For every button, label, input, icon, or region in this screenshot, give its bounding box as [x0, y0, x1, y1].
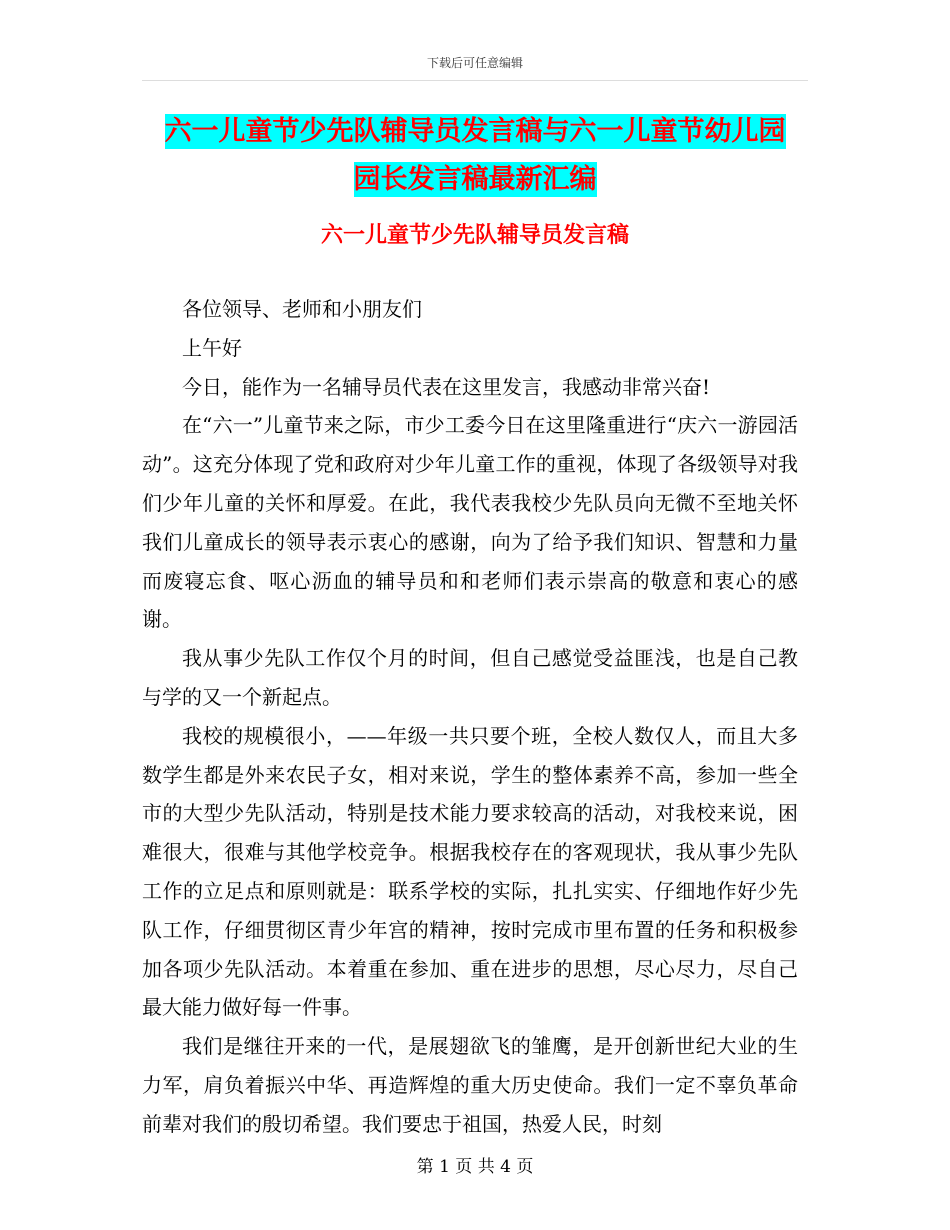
- page-number-footer: 第 1 页 共 4 页: [416, 1157, 534, 1177]
- document-body: [142, 290, 798, 1144]
- body-paragraph: 在“六一”儿童节来之际，市少工委今日在这里隆重进行“庆六一游园活动”。这充分体现了党和政府对少年儿童工作的重视，体现了各级领导对我们少年儿童的关怀和厚爱。在此，我代表我校少先队员向无微不至地关怀我们儿童成长的领导表示衷心的感谢，向为了给予我们知识、智慧和力量而废寝忘食、呕心沥血的辅导员和和老师们表示崇高的敬意和衷心的感谢。: [142, 413, 798, 632]
- body-paragraph: 今日，能作为一名辅导员代表在这里发言，我感动非常兴奋!: [182, 374, 711, 399]
- greeting-paragraph: 上午好: [182, 335, 242, 360]
- document-title-line-1: 六一儿童节少先队辅导员发言稿与六一儿童节幼儿园: [164, 116, 786, 147]
- section-title: 六一儿童节少先队辅导员发言稿: [320, 223, 629, 248]
- body-paragraph: 我校的规模很小，——年级一共只要个班，全校人数仅人，而且大多数学生都是外来农民子女，相对来说，学生的整体素养不高，参加一些全市的大型少先队活动，特别是技术能力要求较高的活动，对我校来说，困难很大，很难与其他学校竞争。根据我校存在的客观现状，我从事少先队工作的立足点和原则就是：联系学校的实际，扎扎实实、仔细地作好少先队工作，仔细贯彻区青少年宫的精神，按时完成市里布置的任务和积极参加各项少先队活动。本着重在参加、重在进步的思想，尽心尽力，尽自己最大能力做好每一件事。: [142, 723, 798, 1020]
- document-title-line-2: 园长发言稿最新汇编: [353, 164, 597, 195]
- body-paragraph: 我们是继往开来的一代，是展翅欲飞的雏鹰，是开创新世纪大业的生力军，肩负着振兴中华、再造辉煌的重大历史使命。我们一定不辜负革命前辈对我们的殷切希望。我们要忠于祖国，热爱人民，时刻: [142, 1034, 798, 1136]
- page-header-note: 下载后可任意编辑: [426, 56, 523, 70]
- body-paragraph: 我从事少先队工作仅个月的时间，但自己感觉受益匪浅，也是自己教与学的又一个新起点。: [142, 646, 798, 709]
- document-title: [142, 108, 808, 204]
- salutation-paragraph: 各位领导、老师和小朋友们: [182, 297, 422, 321]
- header-divider: [142, 80, 808, 81]
